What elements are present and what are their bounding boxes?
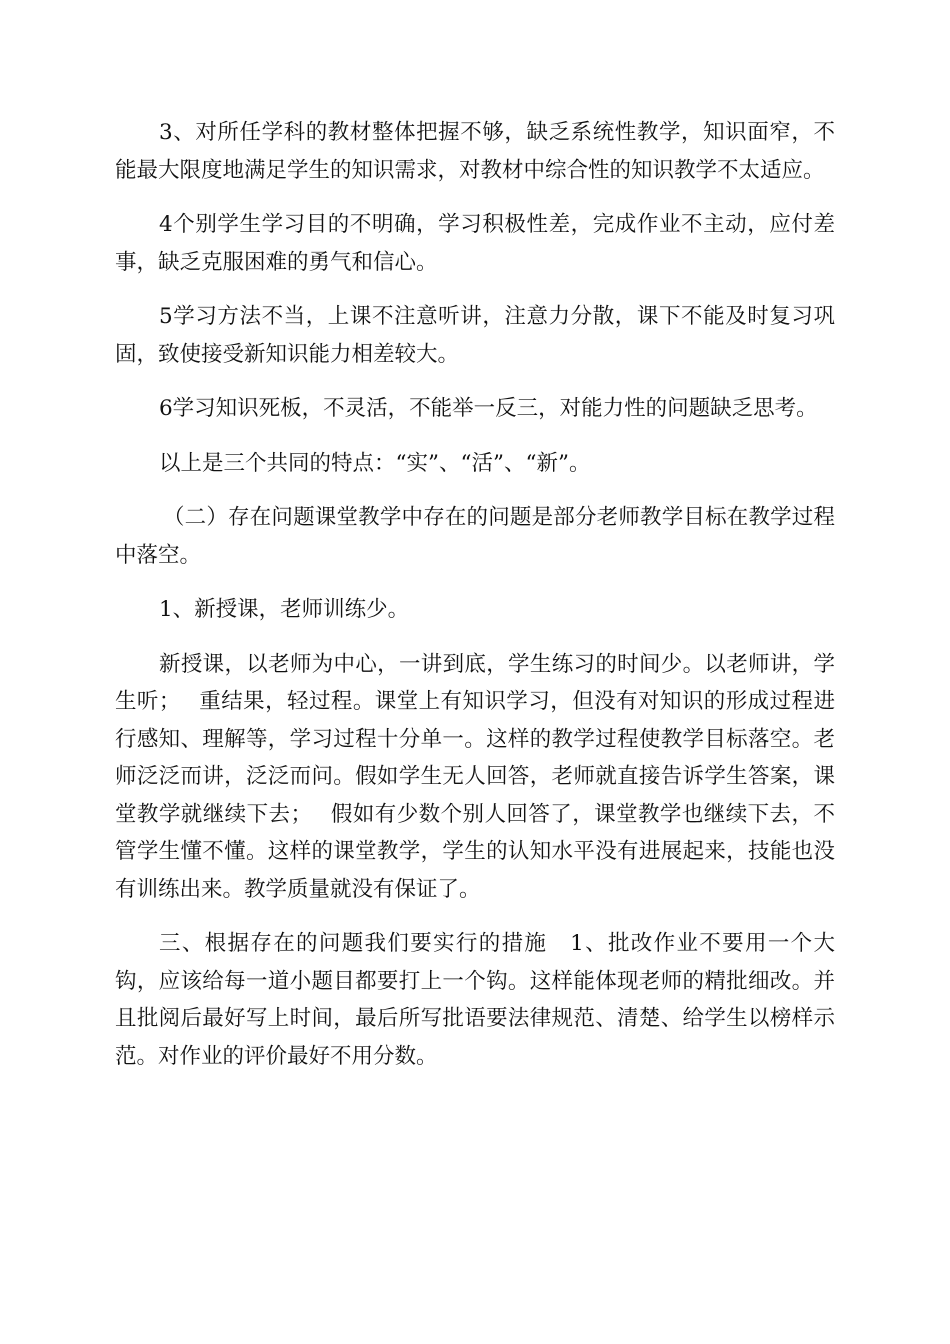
paragraph-summary: 以上是三个共同的特点：“实”、“活”、“新”。 [159,450,591,476]
paragraph-item-3: 3、对所任学科的教材整体把握不够，缺乏系统性教学，知识面窄，不能最大限度地满足学生的知识需求，对教材中综合性的知识教学不太适应。 [115,120,835,183]
document-body [115,114,835,1092]
section-heading-problems: （二）存在问题课堂教学中存在的问题是部分老师教学目标在教学过程中落空。 [115,505,835,568]
paragraph-item-5: 5学习方法不当，上课不注意听讲，注意力分散，课下不能及时复习巩固，致使接受新知识能力相差较大。 [115,304,835,367]
paragraph-item-6: 6学习知识死板，不灵活，不能举一反三，对能力性的问题缺乏思考。 [159,396,818,421]
paragraph-new-lesson-detail: 新授课，以老师为中心，一讲到底，学生练习的时间少。以老师讲，学生听； 重结果，轻过程。课堂上有知识学习，但没有对知识的形成过程进行感知、理解等，学习过程十分单一。这样的教学过程使教学目标落空。老师泛泛而讲，泛泛而问。假如学生无人回答，老师就直接告诉学生答案，课堂教学就继续下去； 假如有少数个别人回答了，课堂教学也继续下去，不管学生懂不懂。这样的课堂教学，学生的认知水平没有进展起来，技能也没有训练出来。教学质量就没有保证了。 [115,651,835,902]
section-heading-measures: 三、根据存在的问题我们要实行的措施 1、批改作业不要用一个大钩，应该给每一道小题目都要打上一个钩。这样能体现老师的精批细改。并且批阅后最好写上时间，最后所写批语要法律规范、清楚、给学生以榜样示范。对作业的评价最好不用分数。 [115,931,835,1069]
subsection-heading-new-lesson: 1、新授课，老师训练少。 [159,597,410,622]
paragraph-item-4: 4个别学生学习目的不明确，学习积极性差，完成作业不主动，应付差事，缺乏克服困难的勇气和信心。 [115,212,835,275]
